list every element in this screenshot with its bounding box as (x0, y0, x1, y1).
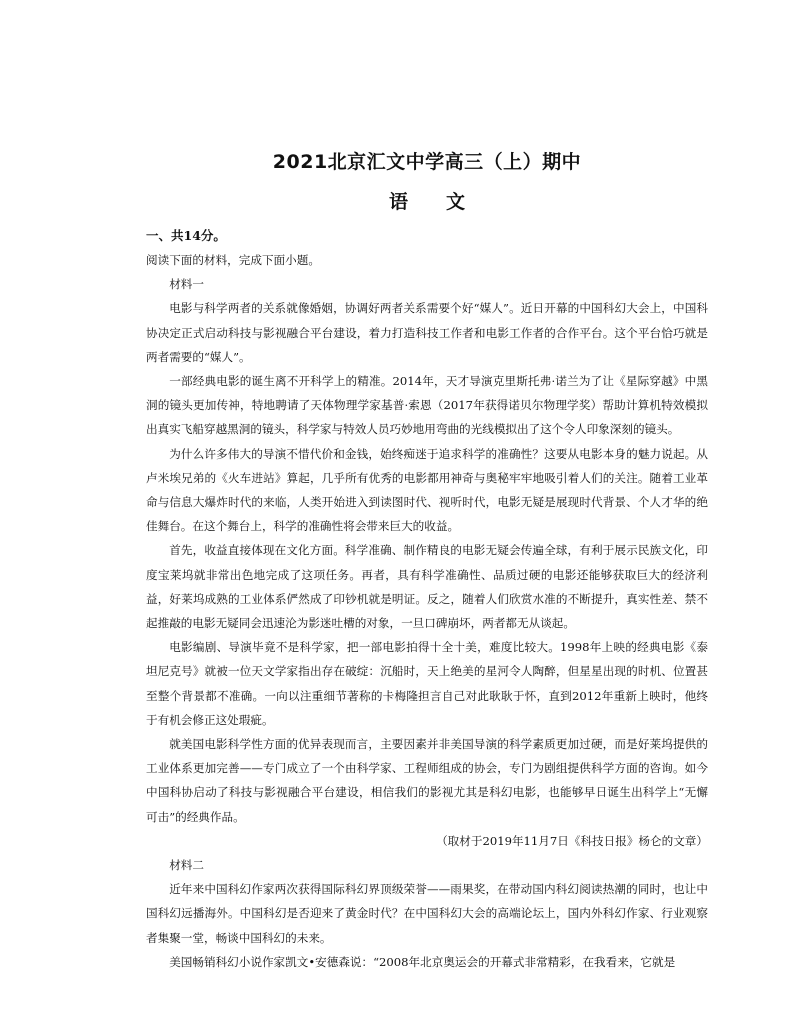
material1-source: （取材于2019年11月7日《科技日报》杨仑的文章） (436, 833, 708, 848)
document-page (146, 0, 708, 1028)
material1-label: 材料一 (169, 277, 204, 292)
material1-paragraph-1: 电影与科学两者的关系就像婚姻，协调好两者关系需要个好“媒人”。近日开幕的中国科幻大会上，中国科协决定正式启动科技与影视融合平台建设，着力打造科技工作者和电影工作者的合作平台。这个平台恰巧就是两者需要的“媒人”。 (146, 301, 708, 364)
material1-paragraph-3: 为什么许多伟大的导演不惜代价和金钱，始终痴迷于追求科学的准确性？这要从电影本身的魅力说起。从卢米埃兄弟的《火车进站》算起，几乎所有优秀的电影都用神奇与奥秘牢牢地吸引着人们的关注。随着工业革命与信息大爆炸时代的来临，人类开始进入到读图时代、视听时代，电影无疑是展现时代背景、个人才华的绝佳舞台。在这个舞台上，科学的准确性将会带来巨大的收益。 (146, 446, 708, 534)
exam-title: 2021北京汇文中学高三（上）期中 (272, 151, 582, 173)
material2-paragraph-2: 美国畅销科幻小说作家凯文•安德森说：“2008年北京奥运会的开幕式非常精彩，在我看来，它就是 (169, 954, 676, 969)
section-heading: 一、共14分。 (146, 228, 226, 243)
section-instruction: 阅读下面的材料，完成下面小题。 (146, 253, 320, 267)
material1-paragraph-4: 首先，收益直接体现在文化方面。科学准确、制作精良的电影无疑会传遍全球，有利于展示民族文化，印度宝莱坞就非常出色地完成了这项任务。再者，具有科学准确性、品质过硬的电影还能够获取巨大的经济利益，好莱坞成熟的工业体系俨然成了印钞机就是明证。反之，随着人们欣赏水准的不断提升，真实性差、禁不起推敲的电影无疑同会迅速沦为影迷吐槽的对象，一旦口碑崩坏，两者都无从谈起。 (146, 543, 708, 631)
material1-paragraph-6: 就美国电影科学性方面的优异表现而言，主要因素并非美国导演的科学素质更加过硬，而是好莱坞提供的工业体系更加完善——专门成立了一个由科学家、工程师组成的协会，专门为剧组提供科学方面的咨询。如今中国科协启动了科技与影视融合平台建设，相信我们的影视尤其是科幻电影，也能够早日诞生出科学上“无懈可击”的经典作品。 (146, 737, 708, 824)
material1-paragraph-2: 一部经典电影的诞生离不开科学上的精准。2014年，天才导演克里斯托弗·诺兰为了让《星际穿越》中黑洞的镜头更加传神，特地聘请了天体物理学家基普·索恩（2017年获得诺贝尔物理学奖）帮助计算机特效模拟出真实飞船穿越黑洞的镜头，科学家与特效人员巧妙地用弯曲的光线模拟出了这个令人印象深刻的镜头。 (146, 373, 708, 437)
material2-paragraph-1: 近年来中国科幻作家两次获得国际科幻界顶级荣誉——雨果奖，在带动国内科幻阅读热潮的同时，也让中国科幻远播海外。中国科幻是否迎来了黄金时代？在中国科幻大会的高端论坛上，国内外科幻作家、行业观察者集聚一堂，畅谈中国科幻的未来。 (146, 882, 708, 945)
material1-paragraph-5: 电影编剧、导演毕竟不是科学家，把一部电影拍得十全十美，难度比较大。1998年上映的经典电影《泰坦尼克号》就被一位天文学家指出存在破绽：沉船时，天上绝美的星河令人陶醉，但星星出现的时机、位置甚至整个背景都不准确。一向以注重细节著称的卡梅隆担言自己对此耿耿于怀，直到2012年重新上映时，他终于有机会修正这处瑕疵。 (146, 640, 708, 727)
exam-subject: 语 文 (388, 191, 465, 213)
document-body (146, 224, 708, 974)
material2-label: 材料二 (169, 858, 204, 873)
